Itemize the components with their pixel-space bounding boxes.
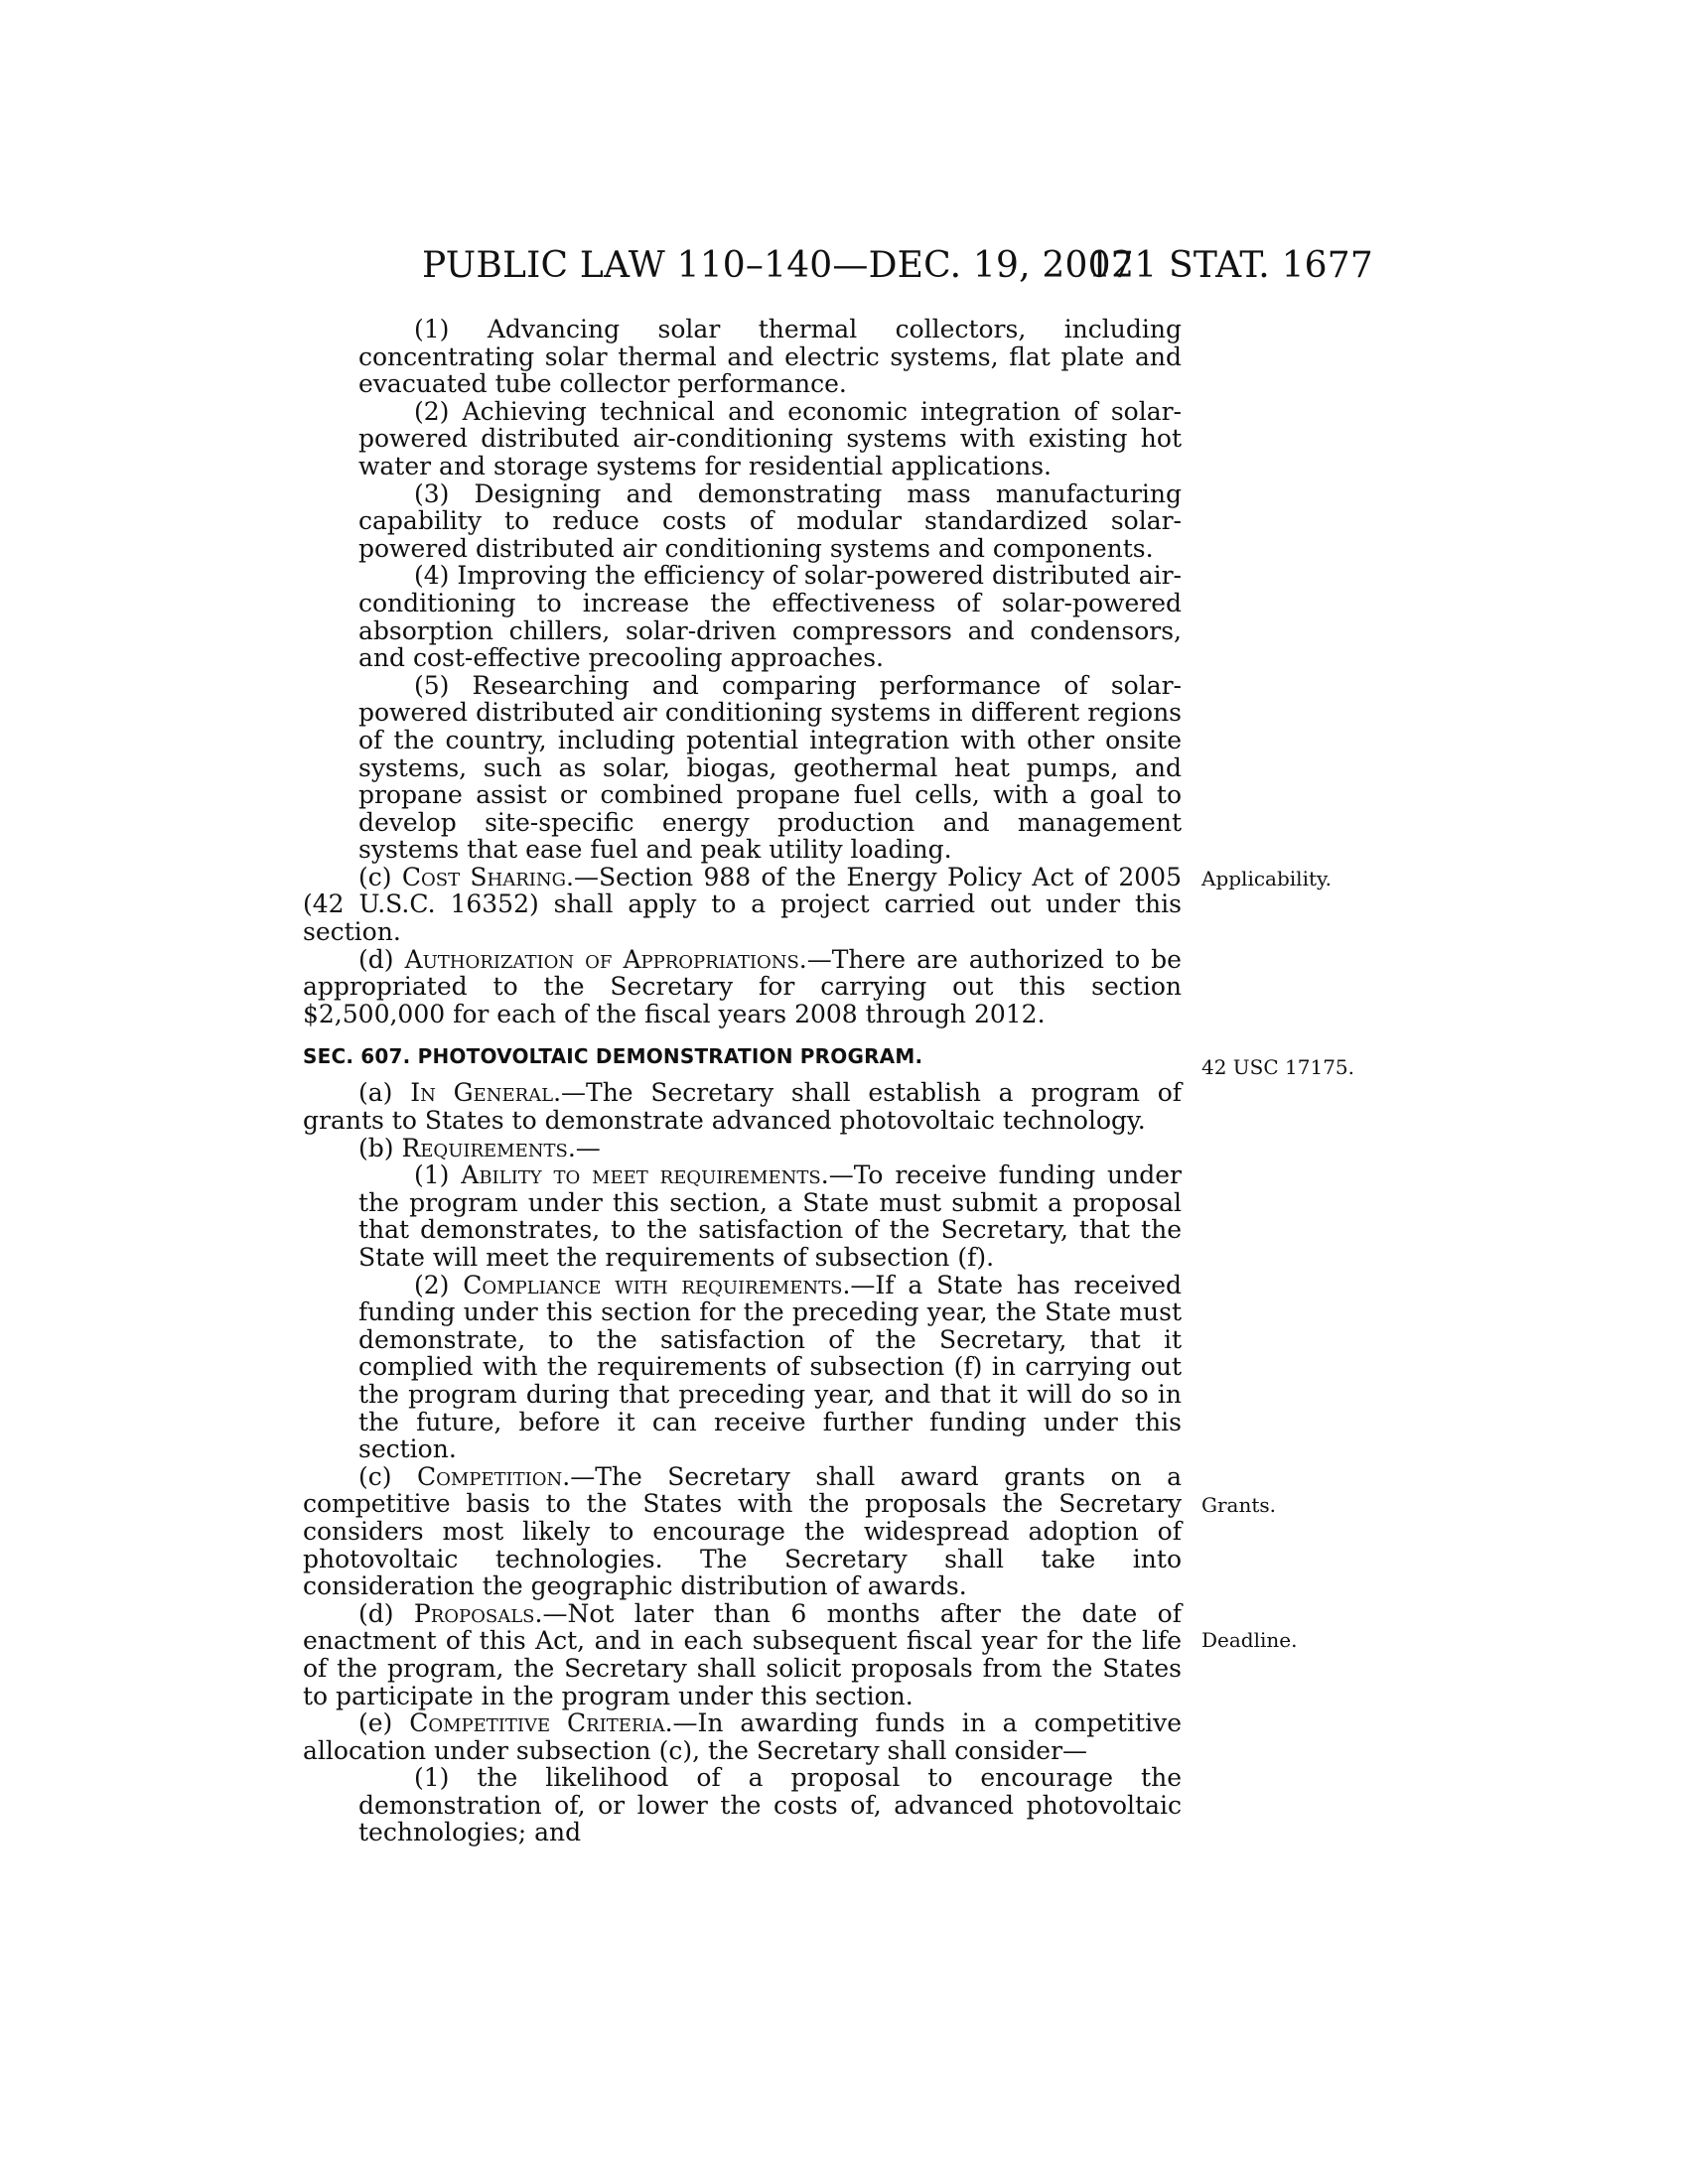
subsection-d-heading: Authorization of Appropriations. (404, 944, 807, 974)
paragraph-1: (1) Advancing solar thermal collectors, including concentrating solar thermal and electric systems, flat plate and evacuated tube collector performance. (358, 315, 1182, 399)
sec607-b1-heading: Ability to meet requirements. (461, 1160, 829, 1190)
sec607-b-paragraph-2 (303, 1272, 1182, 1463)
sec607-a-heading: In General. (410, 1078, 562, 1108)
paragraph-4: (4) Improving the efficiency of solar-powered distributed air-conditioning to increase the effectiveness of solar-powered absorption chillers, solar-driven compressors and condensors, and cost-effective precooling approaches. (358, 561, 1182, 673)
sec607-subsection-e (303, 1709, 1182, 1764)
document-body (303, 316, 1182, 1846)
paragraph-3: (3) Designing and demonstrating mass manufacturing capability to reduce costs of modular standardized solar-powered distributed air conditioning systems and components. (358, 478, 1182, 563)
running-head-title: PUBLIC LAW 110–140—DEC. 19, 2007 (422, 245, 1134, 286)
sec607-c-lead: (c) (358, 1461, 417, 1491)
sec607-e-heading: Competitive Criteria. (409, 1708, 673, 1738)
subsection-c-text: —Section 988 of the Energy Policy Act of 2005 (42 U.S.C. 16352) shall apply to a project carried out under this section. (303, 862, 1182, 947)
sec607-c-text: —The Secretary shall award grants on a competitive basis to the States with the proposals the Secretary considers most likely to encourage the widespread adoption of photovoltaic technologies. The Secretary shall take into consideration the geographic distribution of awards. (303, 1461, 1182, 1601)
subsection-d-lead: (d) (358, 944, 405, 974)
sec607-subsection-b (303, 1135, 1182, 1162)
page-number: 121 STAT. 1677 (1088, 245, 1373, 286)
sec607-d-heading: Proposals. (413, 1598, 543, 1628)
sec607-b-lead: (b) (358, 1133, 402, 1162)
sec607-e-lead: (e) (358, 1708, 410, 1738)
sec607-d-text: —Not later than 6 months after the date of enactment of this Act, and in each subsequent fiscal year for the life of the program, the Secretary shall solicit proposals from the States to participate in the program under this section. (303, 1598, 1182, 1710)
sec607-e-paragraph-1: (1) the likelihood of a proposal to encourage the demonstration of, or lower the costs of, advanced photovoltaic technologies; and (358, 1763, 1182, 1847)
sec607-c-heading: Competition. (416, 1461, 571, 1491)
sec607-b-text: — (575, 1133, 601, 1162)
sec607-b2-text: —If a State has received funding under this section for the preceding year, the State must demonstrate, to the satisfaction of the Secretary, that it complied with the requirements of subsection (f) in carrying out the program during that preceding year, and that it will do so in the future, before it can receive further funding under this section. (358, 1270, 1183, 1464)
sec607-subsection-c (303, 1463, 1182, 1600)
subsection-d-authorization (303, 946, 1182, 1028)
paragraph-2: (2) Achieving technical and economic integration of solar-powered distributed air-conditioning systems with existing hot water and storage systems for residential applications. (358, 396, 1182, 480)
margin-note-grants: Grants. (1201, 1493, 1276, 1517)
margin-note-usc: 42 USC 17175. (1201, 1055, 1355, 1079)
subsection-d-text: —There are authorized to be appropriated to the Secretary for carrying out this section $2,500,000 for each of the fiscal years 2008 through 2012. (303, 944, 1182, 1028)
paragraph-5: (5) Researching and comparing performance of solar-powered distributed air conditioning systems in different regions of the country, including potential integration with other onsite systems, such as solar, biogas, geothermal heat pumps, and propane assist or combined propane fuel cells, with a goal to develop site-specific energy production and management systems that ease fuel and peak utility loading. (358, 670, 1182, 865)
sec607-a-text: —The Secretary shall establish a program of grants to States to demonstrate advanced photovoltaic technology. (303, 1078, 1182, 1136)
sec607-d-lead: (d) (358, 1598, 414, 1628)
subsection-c-cost-sharing (303, 864, 1182, 946)
sec607-subsection-d (303, 1600, 1182, 1709)
margin-note-applicability: Applicability. (1201, 867, 1332, 890)
sec607-b2-heading: Compliance with requirements. (463, 1270, 851, 1299)
margin-note-deadline: Deadline. (1201, 1628, 1298, 1652)
sec607-b-heading: Requirements. (401, 1133, 576, 1162)
sec607-e-text: —In awarding funds in a competitive allocation under subsection (c), the Secretary shall consider— (303, 1708, 1183, 1765)
sec607-b-paragraph-1 (303, 1161, 1182, 1271)
sec607-subsection-a (303, 1079, 1182, 1134)
sec607-b2-lead: (2) (414, 1270, 464, 1299)
page-header (422, 246, 1373, 286)
sec607-a-lead: (a) (358, 1078, 411, 1108)
sec607-b1-text: —To receive funding under the program under this section, a State must submit a proposal that demonstrates, to the satisfaction of the Secretary, that the State will meet the requirements of subsection (f). (358, 1160, 1182, 1272)
sec607-b1-lead: (1) (414, 1160, 462, 1190)
section-607-heading: SEC. 607. PHOTOVOLTAIC DEMONSTRATION PROGRAM. (303, 1044, 923, 1069)
subsection-c-heading: Cost Sharing. (401, 862, 574, 891)
subsection-c-lead: (c) (358, 862, 402, 891)
